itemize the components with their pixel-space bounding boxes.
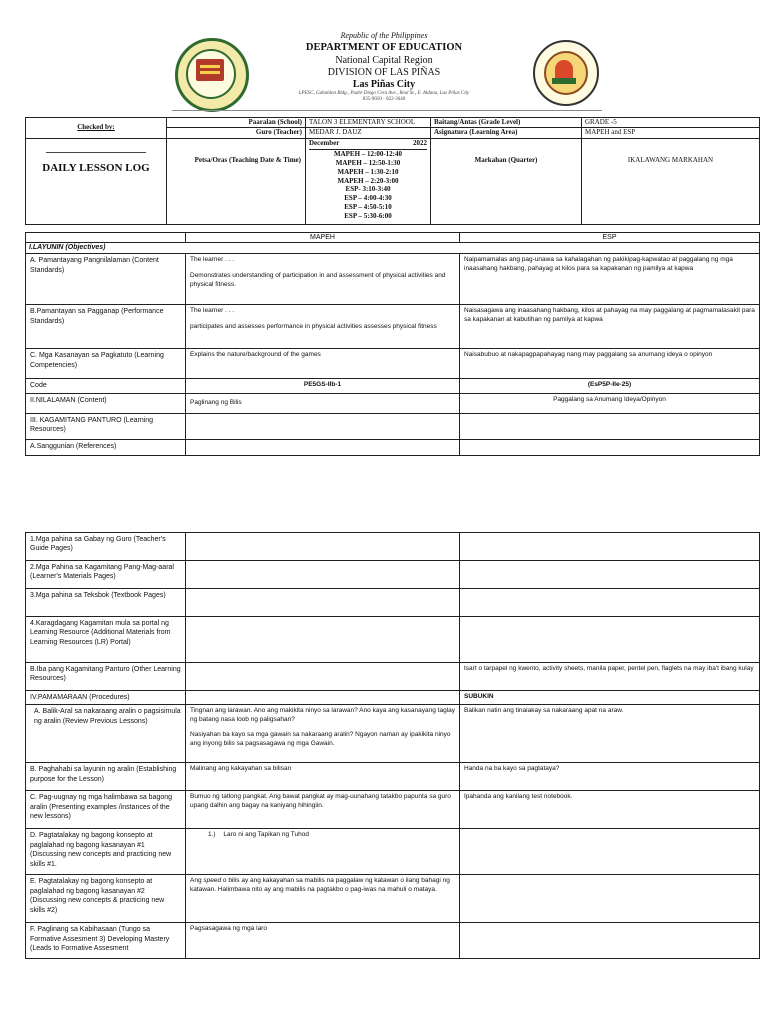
letterhead-phone: 835-9050 · 822-3640 (362, 97, 406, 102)
date-year: 2022 (413, 138, 427, 147)
area-value: MAPEH and ESP (582, 128, 760, 138)
letterhead-region: National Capital Region (335, 55, 433, 66)
row-label: E. Pagtatalakay ng bagong konsepto at paglalahad ng bagong kasanayan #2 (Discussing new concepts & practicing new skills #2) (26, 875, 186, 923)
row-label: A. Pamantayang Pangnilalaman (Content Standards) (26, 254, 186, 305)
mapeh-cell (186, 875, 460, 923)
mapeh-text: Ang (190, 877, 204, 885)
division-seal-right (533, 40, 599, 106)
letterhead-address: LPESC, Gabaldon Bldg., Padre Diego Cera Ave., Real St., E. Aldana, Las Piñas City (298, 91, 470, 96)
mapeh-cell (186, 705, 460, 763)
row-label: B.Pamantayan sa Pagganap (Performance Standards) (26, 305, 186, 349)
row-label: II.NILALAMAN (Content) (26, 393, 186, 413)
row-label: D. Pagtatalakay ng bagong konsepto at paglalahad ng bagong kasanayan #1 (Discussing new concepts and practicing new skills #1. (26, 829, 186, 875)
teacher-label: Guro (Teacher) (167, 128, 306, 138)
esp-code: (EsP5P-IIe-25) (460, 379, 760, 393)
letterhead-division: DIVISION OF LAS PIÑAS (327, 67, 441, 78)
schedule-slot: ESP- 3:10-3:40 (345, 185, 391, 194)
mapeh-cell (186, 305, 460, 349)
letterhead-department: DEPARTMENT OF EDUCATION (305, 42, 463, 53)
esp-cell: tsart o tarpapel ng kwento, activity sheets, manila paper, pentel pen, flaglets na may iba't ibang kulay (460, 663, 760, 691)
quarter-value: IKALAWANG MARKAHAN (582, 138, 760, 224)
title-cell (26, 138, 167, 224)
schedule-slot: ESP – 4:00-4:30 (344, 194, 392, 203)
esp-cell: Handa na ba kayo sa pagtataya? (460, 763, 760, 791)
mapeh-text: The learner . . . (190, 307, 235, 315)
list-number: 1.) (208, 831, 216, 839)
procedures-table (25, 532, 760, 959)
row-label: C. Mga Kasanayan sa Pagkatuto (Learning Competencies) (26, 349, 186, 379)
header-table (25, 117, 760, 225)
mapeh-text: Demonstrates understanding of participation in and assessment of physical activities and physical fitness. (190, 272, 446, 288)
mapeh-text: Laro ni ang Tapikan ng Tuhod (223, 831, 309, 839)
grade-label: Baitang/Antas (Grade Level) (431, 118, 582, 128)
esp-cell: Balikan natin ang tinalakay sa nakaraang apat na araw. (460, 705, 760, 763)
row-label: C. Pag-uugnay ng mga halimbawa sa bagong aralin (Presenting examples /instances of the new lessons) (26, 791, 186, 829)
mapeh-emphasis: speed (203, 877, 222, 885)
row-label: IV.PAMAMARAAN (Procedures) (26, 691, 186, 705)
date-label: Petsa/Oras (Teaching Date & Time) (167, 138, 306, 224)
checked-by-cell (26, 118, 167, 139)
school-value: TALON 3 ELEMENTARY SCHOOL (306, 118, 431, 128)
row-label: A. Balik-Aral sa nakaraang aralin o pagsisimula ng aralin (Review Previous Lessons) (26, 705, 186, 763)
row-label: III. KAGAMITANG PANTURO (Learning Resources) (26, 413, 186, 439)
row-label: B.Iba pang Kagamitang Panturo (Other Learning Resources) (26, 663, 186, 691)
mapeh-code: PE5GS-IIb-1 (186, 379, 460, 393)
esp-cell: Naisabubuo at nakapagpapahayag nang may paggalang sa anumang ideya o opinyon (460, 349, 760, 379)
row-label: Code (26, 379, 186, 393)
mapeh-cell: Malinang ang kakayahan sa bilisan (186, 763, 460, 791)
letterhead-rule (172, 110, 602, 111)
mapeh-text: Tingnan ang larawan. Ano ang makikita ninyo sa larawan? Ano kaya ang kasanayang taglay ng batang nasa loob ng paligsahan? (190, 707, 455, 724)
esp-cell: Ipahanda ang kanilang test notebook. (460, 791, 760, 829)
checked-by-label: Checked by: (77, 123, 115, 132)
row-label: B. Paghahabi sa layunin ng aralin (Establishing purpose for the Lesson) (26, 763, 186, 791)
mapeh-cell: Bumuo ng tatlong pangkat. Ang bawat pangkat ay mag-uunahang tatakbo papunta sa guro upang dalhin ang bagay na kaniyang hihingiin. (186, 791, 460, 829)
grade-value: GRADE -5 (582, 118, 760, 128)
row-label: 1.Mga pahina sa Gabay ng Guro (Teacher's Guide Pages) (26, 533, 186, 561)
mapeh-text: The learner . . . (190, 256, 235, 264)
quarter-label: Markahan (Quarter) (431, 138, 582, 224)
row-label: 3.Mga pahina sa Teksbok (Textbook Pages) (26, 589, 186, 617)
date-month: December (309, 138, 340, 147)
letterhead-city: Las Piñas City (352, 79, 416, 90)
column-header-esp: ESP (460, 233, 760, 243)
teacher-value: MEDAR J. DAUZ (306, 128, 431, 138)
mapeh-text: participates and assesses performance in physical activities assesses physical fitness (190, 323, 437, 331)
schedule-slot: ESP – 5:30-6:00 (344, 211, 392, 220)
mapeh-cell (186, 254, 460, 305)
row-label: F. Paglinang sa Kabihasaan (Tungo sa Formative Assesment 3) Developing Mastery (Leads to Formative Assesment (26, 923, 186, 959)
mapeh-cell: Pagsasagawa ng mga laro (186, 923, 460, 959)
column-header-mapeh: MAPEH (186, 233, 460, 243)
schedule-slot: MAPEH – 2:20-3:00 (337, 176, 399, 185)
row-label: A.Sanggunian (References) (26, 439, 186, 455)
schedule-slot: MAPEH – 12:00-12:40 (333, 150, 403, 159)
schedule-cell (306, 138, 431, 224)
esp-cell: Naisasagawa ang inaasahang hakbang, kilos at pahayag na may paggalang at pagmamalasakit para sa kapakanan at kabutihan ng pamilya at kapwa (460, 305, 760, 349)
schedule-slot: ESP – 4:50-5:10 (344, 202, 392, 211)
mapeh-cell: Explains the nature/background of the games (186, 349, 460, 379)
row-label: 2.Mga Pahina sa Kagamitang Pang-Mag-aaral (Learner's Materials Pages) (26, 561, 186, 589)
mapeh-text: o bilis ay ang kakayahan sa mabilis na paggalaw ng katawan o ilang bahagi ng katawan. Halimbawa nito ay ang mabilis na pagtakbo o pag-iwas na mahuli o mataya. (190, 877, 450, 894)
mapeh-text: Nasiyahan ba kayo sa mga gawain sa nakaraang aralin? Ngayon naman ay ipakikita ninyo ang inyong bilis sa pagsasagawa ng mga Gawain. (190, 730, 451, 747)
row-label: 4.Karagdagang Kagamitan mula sa portal ng Learning Resource (Additional Materials from Learning Resources (LR) Portal) (26, 617, 186, 663)
objectives-table (25, 232, 760, 456)
section-objectives: I.LAYUNIN (Objectives) (26, 243, 760, 254)
esp-cell: SUBUKIN (460, 691, 760, 705)
letterhead-republic: Republic of the Philippines (340, 31, 428, 40)
area-label: Asignatura (Learning Area) (431, 128, 582, 138)
schedule-slot: MAPEH – 12:50-1:30 (335, 159, 401, 168)
mapeh-cell: Paglinang ng Bilis (186, 393, 460, 413)
mapeh-cell (186, 829, 460, 875)
schedule-slot: MAPEH – 1:30-2:10 (337, 167, 399, 176)
page-title: DAILY LESSON LOG (42, 161, 150, 174)
esp-cell: Paggalang sa Anumang Ideya/Opinyon (460, 393, 760, 413)
esp-cell: Naipamamalas ang pag-unawa sa kahalagahan ng pakikipag-kapwatao at paggalang ng mga inaasahang hakbang, pahayag at kilos para sa kapakanan ng pamilya at kapwa (460, 254, 760, 305)
school-label: Paaralan (School) (167, 118, 306, 128)
